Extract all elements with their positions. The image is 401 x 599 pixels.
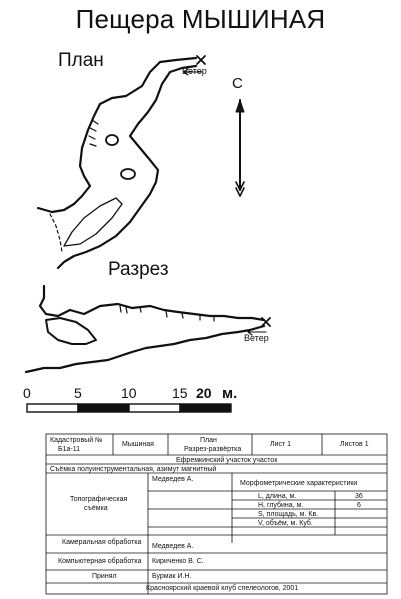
stamp-sheets: Листов 1 — [340, 441, 369, 448]
plan-entrance-dashed — [50, 214, 62, 252]
stamp-accepted-label: Принял — [92, 573, 117, 580]
stamp-topo-person: Медведев А. — [152, 476, 194, 483]
scale-tick-20: 20 — [196, 385, 212, 401]
stamp-computer-person: Кириченко В. С. — [152, 558, 204, 565]
stamp-morph-value-l: 36 — [355, 493, 363, 500]
stamp-topo-label-2: съёмка — [84, 505, 108, 512]
plan-pillar-1 — [106, 135, 118, 145]
scale-tick-5: 5 — [74, 385, 82, 401]
stamp-morph-label-l: L, длина, м. — [258, 493, 297, 500]
scale-tick-15: 15 — [172, 385, 188, 401]
stamp-morph-header: Морфометрические характеристики — [240, 480, 358, 487]
stamp-cave-name: Мышиная — [122, 441, 154, 448]
section-chamber — [46, 318, 96, 344]
stamp-cadastral-value: Б1а-11 — [58, 446, 80, 453]
stamp-drawing-type-2: Разрез-развёртка — [184, 446, 242, 453]
plan-wall-outer — [38, 58, 196, 212]
section-wall-lower — [26, 326, 264, 372]
stamp-survey: Съёмка полуинструментальная, азимут магнитный — [50, 466, 217, 473]
scale-bar — [27, 404, 231, 412]
stamp-cadastral-label: Кадастровый № — [50, 437, 103, 444]
wind-label-section: Ветер — [244, 333, 269, 343]
stamp-accepted-person: Бурмак И.Н. — [152, 573, 192, 580]
page-title: Пещера МЫШИНАЯ — [75, 4, 326, 34]
stamp-sheet: Лист 1 — [270, 441, 292, 448]
plan-entrance-mark — [199, 54, 205, 64]
stamp-camera-label: Камеральная обработка — [62, 539, 142, 546]
stamp-topo-label-1: Топографическая — [70, 496, 128, 503]
section-wall-upper — [40, 286, 264, 320]
section-entrance-x — [262, 318, 270, 326]
scale-unit: м. — [222, 385, 238, 402]
wind-label-plan: Ветер — [182, 66, 207, 76]
stamp-morph-label-s: S, площадь, м. Кв. — [258, 511, 319, 518]
plan-pillar-2 — [121, 169, 135, 179]
section-label: Разрез — [108, 259, 169, 280]
scale-tick-0: 0 — [23, 385, 31, 401]
stamp-camera-person: Медведев А. — [152, 543, 194, 550]
plan-label: План — [58, 50, 104, 71]
stamp-morph-label-h: H, глубина, м. — [258, 502, 304, 509]
stamp-morph-label-v: V, объём, м. Куб. — [258, 520, 313, 527]
stamp-club: Красноярский краевой клуб спелеологов, 2001 — [146, 585, 299, 592]
stamp-computer-label: Компьютерная обработка — [58, 558, 142, 565]
stamp-morph-value-h: 6 — [357, 502, 361, 509]
north-label: С — [232, 75, 243, 92]
north-arrow-head — [236, 100, 244, 112]
scale-tick-10: 10 — [121, 385, 137, 401]
stamp-drawing-type-1: План — [200, 437, 217, 444]
stamp-region: Ефремкинский участок участок — [176, 457, 278, 464]
